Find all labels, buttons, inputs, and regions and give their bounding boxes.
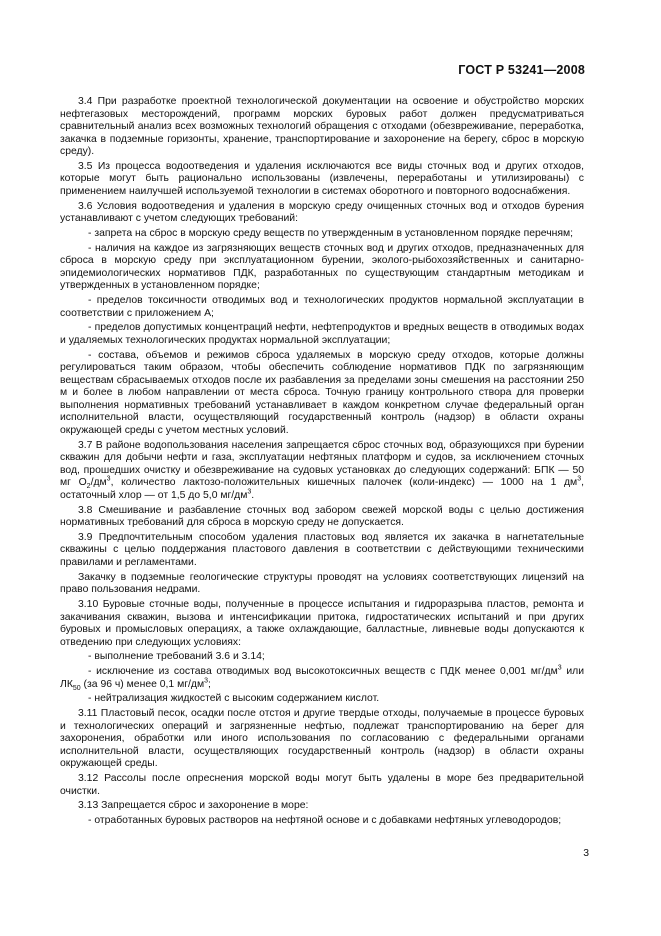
paragraph-3-8: 3.8 Смешивание и разбавление сточных вод забором свежей морской воды с целью достижения нормативных требований для сброса в морскую среду не допускается. — [60, 504, 584, 529]
list-item: - состава, объемов и режимов сброса удаляемых в морскую среду отходов, которые должны регулироваться таким образом, чтобы обеспечить соблюдение нормативов ПДК по загрязняющим веществам сбрасываемых отходов после их разбавления за пределами зоны смешения на расстоянии 250 м и более в любом направлении от места сброса. Точную границу контрольного створа для проверки выполнения нормативных требований устанавливает в каждом конкретном случае федеральный орган исполнительной власти, осуществляющий государственный контроль (надзор) в области охраны окружающей среды с учетом местных условий. — [60, 349, 584, 436]
paragraph-3-6: 3.6 Условия водоотведения и удаления в морскую среду очищенных сточных вод и отходов бурения устанавливают с учетом следующих требований: — [60, 200, 584, 225]
list-item: - отработанных буровых растворов на нефтяной основе и с добавками нефтяных углеводородов; — [88, 815, 562, 827]
paragraph-3-13: 3.13 Запрещается сброс и захоронение в море: — [78, 800, 309, 812]
document-body — [60, 96, 584, 830]
paragraph-3-11: 3.11 Пластовый песок, осадки после отстоя и другие твердые отходы, получаемые в процессе буровых и технологических операций и загрязненные нефтью, подлежат транспортированию на берег для захоронения, обработки или иного использования по согласованию с федеральными органами исполнительной власти, осуществляющих государственный контроль (надзор) в области охраны окружающей среды. — [60, 708, 584, 770]
paragraph-3-7: 3.7 В районе водопользования населения запрещается сброс сточных вод, образующихся при бурении скважин для добычи нефти и газа, эксплуатации нефтяных платформ и судов, за исключением сточных вод, прошедших очистку и обезвреживание на судовых установках до следующих содержаний: БПК — 50 мг $O_2/дм^3$, количество лактозо-положительных кишечных палочек (коли-индекс) — 1000 на 1 $дм^3$, остаточный хлор — от 1,5 до 5,0 $мг/дм^3$. — [60, 439, 584, 501]
list-item: - пределов допустимых концентраций нефти, нефтепродуктов и вредных веществ в отводимых водах и удаляемых технологических продуктах нормальной эксплуатации; — [60, 322, 584, 346]
paragraph-licenses: Закачку в подземные геологические структуры проводят на условиях соответствующих лицензий на право пользования недрами. — [60, 571, 584, 596]
list-item: - наличия на каждое из загрязняющих веществ сточных вод и других отходов, предназначенных для сброса в морскую среду при эксплуатационном бурении, эколого-рыбохозяйственных и санитарно-эпидемиологических нормативов ПДК, разработанных по существующим стандартным методикам и утвержденных в установленном порядке; — [60, 242, 584, 292]
list-item: - нейтрализация жидкостей с высоким содержанием кислот. — [88, 693, 380, 705]
list-item: - запрета на сброс в морскую среду веществ по утвержденным в установленном порядке перечням; — [88, 228, 574, 240]
paragraph-3-4: 3.4 При разработке проектной технологической документации на освоение и обустройство морских нефтегазовых месторождений, программ морских буровых работ должен предусматриваться сравнительный анализ всех возможных технологий обращения с отходами (обезвреживание, переработка, закачка в подземные горизонты, хранение, транспортирование и захоронение на берегу, сброс в морскую среду). — [60, 96, 584, 158]
list-item: - выполнение требований 3.6 и 3.14; — [88, 651, 265, 663]
paragraph-3-5: 3.5 Из процесса водоотведения и удаления исключаются все виды сточных вод и других отходов, которые могут быть рационально использованы (извлечены, переработаны и утилизированы) с применением наилучшей используемой технологии в системах оборотного и повторного водоснабжения. — [60, 160, 584, 198]
paragraph-3-12: 3.12 Рассолы после опреснения морской воды могут быть удалены в море без предварительной очистки. — [60, 773, 584, 797]
paragraph-3-10: 3.10 Буровые сточные воды, полученные в процессе испытания и гидроразрыва пластов, ремонта и закачивания скважин, вызова и интенсификации притока, гидростатических испытаний и при других буровых и промысловых операциях, а также охлаждающие, балластные, ливневые воды допускаются к отведению при следующих условиях: — [60, 599, 584, 648]
paragraph-3-9: 3.9 Предпочтительным способом удаления пластовых вод является их закачка в нагнетательные скважины с целью поддержания пластового давления в соответствии с действующими техническими правилами и регламентами. — [60, 531, 584, 569]
page-number: 3 — [583, 848, 589, 859]
document-code-header: ГОСТ Р 53241—2008 — [458, 63, 585, 77]
list-item: - исключение из состава отводимых вод высокотоксичных веществ с ПДК менее 0,001 $мг/дм^3$ или $ЛК_{50}$ (за 96 ч) менее 0,1 $мг/дм^3$; — [60, 664, 584, 692]
list-item: - пределов токсичности отводимых вод и технологических продуктов нормальной эксплуатации в соответствии с приложением А; — [60, 295, 584, 319]
